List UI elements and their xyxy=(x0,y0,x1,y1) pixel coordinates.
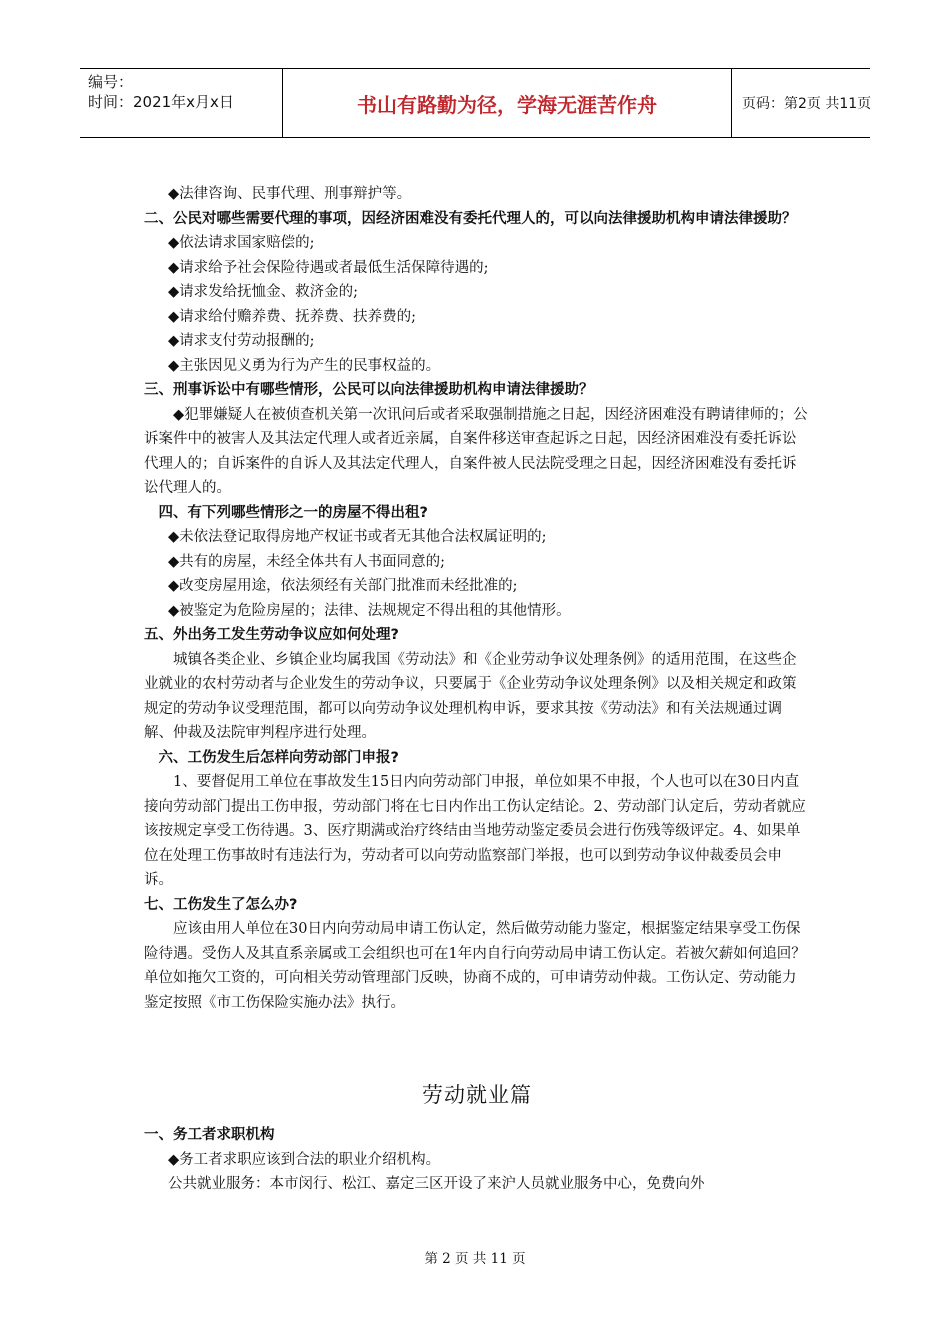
section-heading: 三、刑事诉讼中有哪些情形，公民可以向法律援助机构申请法律援助？ xyxy=(144,382,594,398)
page-header xyxy=(80,68,870,138)
paragraph: ◆共有的房屋，未经全体共有人书面同意的; xyxy=(168,553,446,570)
paragraph: ◆请求给予社会保险待遇或者最低生活保障待遇的; xyxy=(168,259,489,276)
paragraph: 公共就业服务：本市闵行、松江、嘉定三区开设了来沪人员就业服务中心，免费向外 xyxy=(168,1176,705,1192)
header-page-number: 页码：第2页 共11页 xyxy=(742,96,872,112)
document-date: 时间：2021年x月x日 xyxy=(88,93,234,111)
paragraph: ◆依法请求国家赔偿的; xyxy=(168,235,315,251)
page-footer: 第 2 页 共 11 页 xyxy=(424,1251,526,1267)
paragraph-group-employment xyxy=(144,1123,810,1197)
paragraph-group-legal-aid xyxy=(144,182,810,1015)
paragraph: ◆主张因见义勇为行为产生的民事权益的。 xyxy=(168,357,441,374)
paragraph: ◆务工者求职应该到合法的职业介绍机构。 xyxy=(168,1151,441,1168)
paragraph: ◆请求发给抚恤金、救济金的; xyxy=(168,284,359,300)
paragraph: ◆改变房屋用途，依法须经有关部门批准而未经批准的; xyxy=(168,578,518,594)
section-heading: 一、务工者求职机构 xyxy=(144,1127,275,1143)
section-heading: 五、外出务工发生劳动争议应如何处理? xyxy=(144,627,399,643)
section-heading: 六、工伤发生后怎样向劳动部门申报? xyxy=(144,749,399,766)
paragraph: ◆请求支付劳动报酬的; xyxy=(168,333,315,349)
section-heading: 七、工伤发生了怎么办? xyxy=(144,896,298,913)
paragraph: ◆犯罪嫌疑人在被侦查机关第一次讯问后或者采取强制措施之日起，因经济困难没有聘请律师的；公诉案件中的被害人及其法定代理人或者近亲属，自案件移送审查起诉之日起，因经济困难没有委托诉讼代理人的；自诉案件的自诉人及其法定代理人，自案件被人民法院受理之日起，因经济困难没有委托诉讼代理人的。 xyxy=(144,406,808,496)
document-body xyxy=(144,182,810,1197)
document-number: 编号： xyxy=(88,73,134,91)
header-motto: 书山有路勤为径，学海无涯苦作舟 xyxy=(282,69,732,137)
paragraph: 应该由用人单位在30日内向劳动局申请工伤认定，然后做劳动能力鉴定，根据鉴定结果享受工伤保险待遇。受伤人及其直系亲属或工会组织也可在1年内自行向劳动局申请工伤认定。若被欠薪如何追回？单位如拖欠工资的，可向相关劳动管理部门反映，协商不成的，可申请劳动仲裁。工伤认定、劳动能力鉴定按照《市工伤保险实施办法》执行。 xyxy=(144,921,806,1011)
paragraph: ◆未依法登记取得房地产权证书或者无其他合法权属证明的; xyxy=(168,529,547,545)
section-heading: 四、有下列哪些情形之一的房屋不得出租? xyxy=(144,504,428,521)
paragraph: ◆请求给付赡养费、抚养费、扶养费的; xyxy=(168,308,417,325)
section-title: 劳动就业篇 xyxy=(422,1083,532,1107)
paragraph: 城镇各类企业、乡镇企业均属我国《劳动法》和《企业劳动争议处理条例》的适用范围，在这些企业就业的农村劳动者与企业发生的劳动争议，只要属于《企业劳动争议处理条例》以及相关规定和政策规定的劳动争议受理范围，都可以向劳动争议处理机构申诉，要求其按《劳动法》和有关法规通过调解、仲裁及法院审判程序进行处理。 xyxy=(144,651,797,741)
section-heading: 二、公民对哪些需要代理的事项，因经济困难没有委托代理人的，可以向法律援助机构申请法律援助？ xyxy=(144,210,797,227)
header-meta xyxy=(80,69,282,137)
paragraph: ◆被鉴定为危险房屋的；法律、法规规定不得出租的其他情形。 xyxy=(168,602,571,619)
paragraph: 1、要督促用工单位在事故发生15日内向劳动部门申报，单位如果不申报，个人也可以在30日内直接向劳动部门提出工伤申报，劳动部门将在七日内作出工伤认定结论。2、劳动部门认定后，劳动者就应该按规定享受工伤待遇。3、医疗期满或治疗终结由当地劳动鉴定委员会进行伤残等级评定。4、如果单位在处理工伤事故时有违法行为，劳动者可以向劳动监察部门举报，也可以到劳动争议仲裁委员会申诉。 xyxy=(144,774,806,888)
paragraph: ◆法律咨询、民事代理、刑事辩护等。 xyxy=(168,186,412,202)
